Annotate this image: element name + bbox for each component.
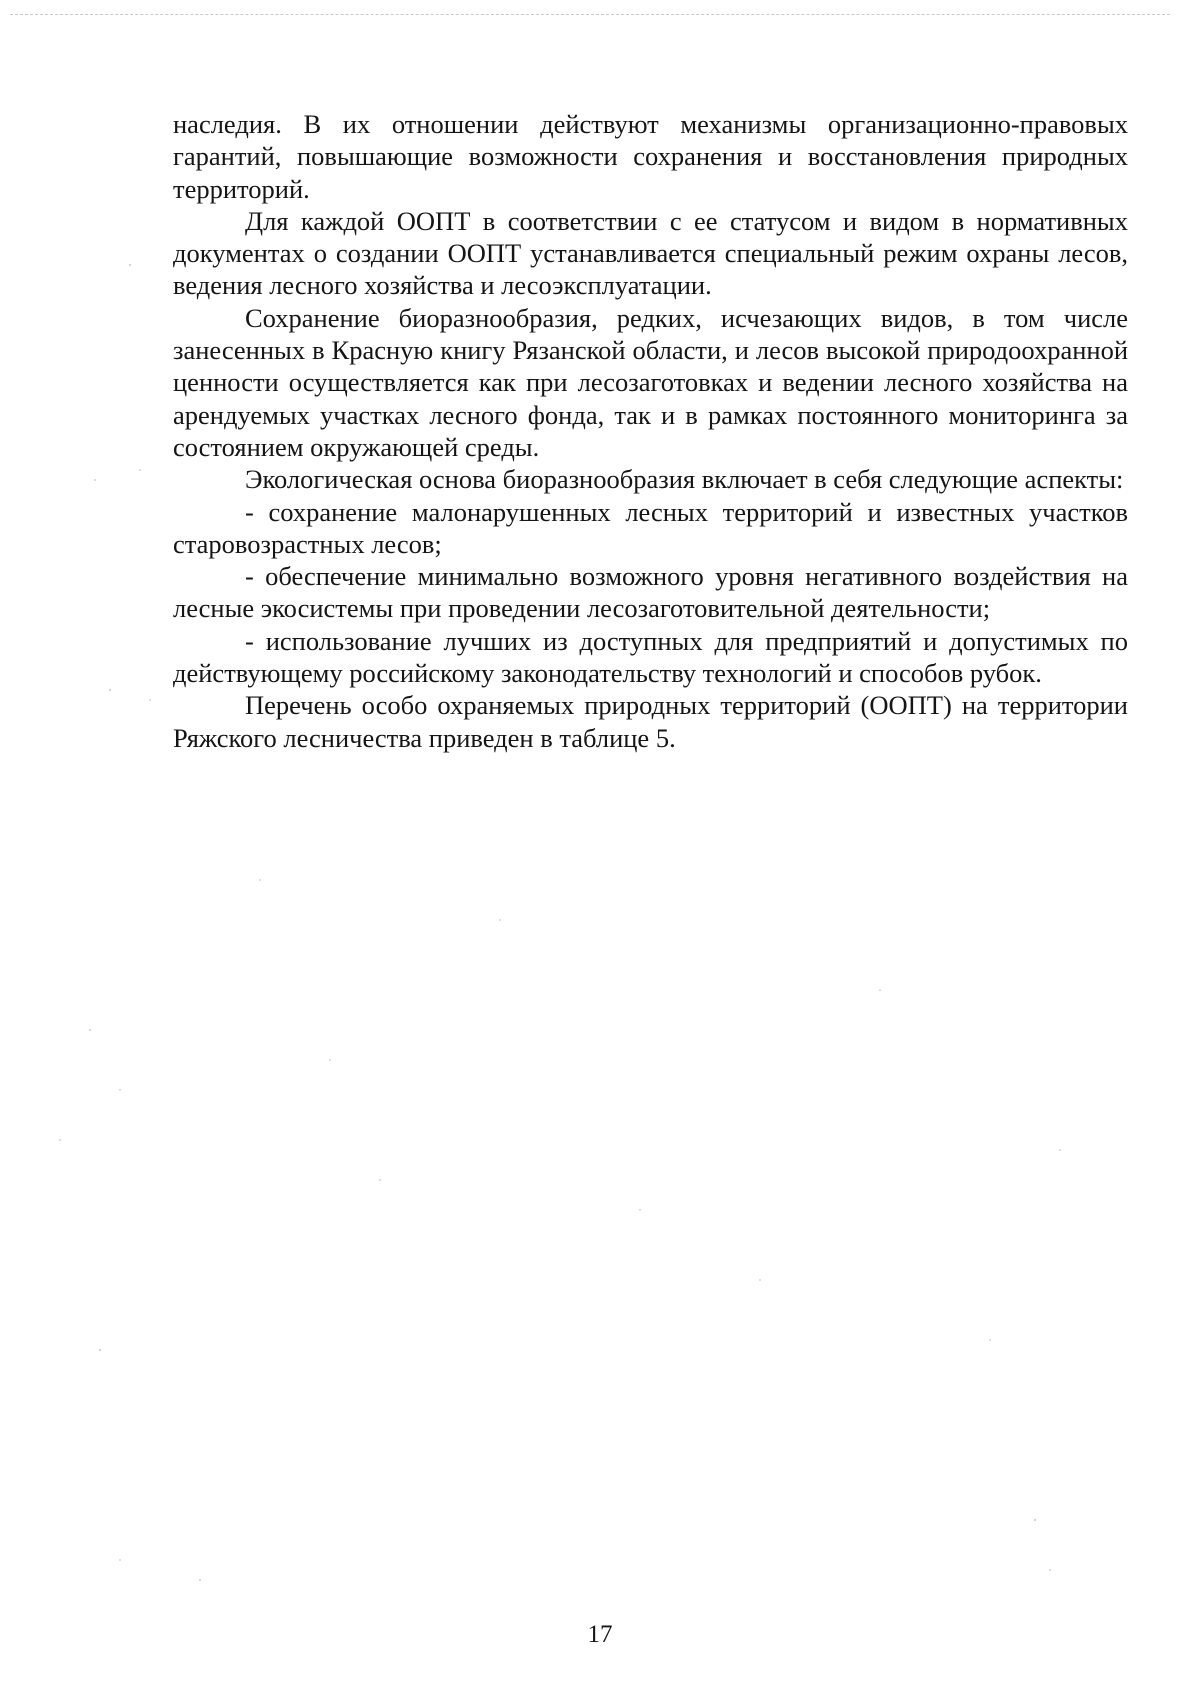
paragraph: Для каждой ООПТ в соответствии с ее статусом и видом в нормативных документах о создании ООПТ устанавливается специальный режим охраны лесов, ведения лесного хозяйства и лесоэксплуатации. (173, 205, 1128, 301)
scan-edge-artifact (10, 14, 1170, 16)
bullet-item: - обеспечение минимально возможного уровня негативного воздействия на лесные экосистемы при проведении лесозаготовительной деятельности; (173, 561, 1128, 624)
paragraph: Сохранение биоразнообразия, редких, исчезающих видов, в том числе занесенных в Красную книгу Рязанской области, и лесов высокой природоохранной ценности осуществляется как при лесозаготовках и ведении лесного хозяйства на арендуемых участках лесного фонда, так и в рамках постоянного мониторинга за состоянием окружающей среды. (173, 302, 1128, 462)
page-number: 17 (587, 1621, 613, 1648)
paragraph: Перечень особо охраняемых природных территорий (ООПТ) на территории Ряжского лесничества приведен в таблице 5. (173, 690, 1128, 753)
bullet-item: - сохранение малонарушенных лесных территорий и известных участков старовозрастных лесов; (173, 496, 1128, 559)
paragraph: наследия. В их отношении действуют механизмы организационно-правовых гарантий, повышающие возможности сохранения и восстановления природных территорий. (173, 109, 1128, 204)
bullet-item: - использование лучших из доступных для предприятий и допустимых по действующему российскому законодательству технологий и способов рубок. (173, 625, 1128, 689)
document-body (173, 108, 1128, 754)
paragraph: Экологическая основа биоразнообразия включает в себя следующие аспекты: (245, 464, 1124, 495)
